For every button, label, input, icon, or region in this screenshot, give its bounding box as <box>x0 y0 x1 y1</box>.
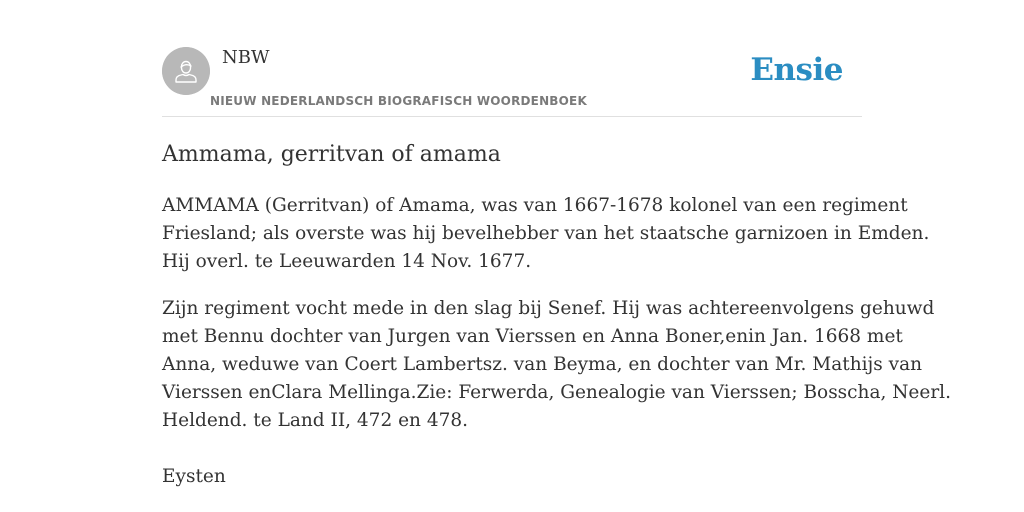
paragraph-line: Vierssen enClara Mellinga.Zie: Ferwerda, Genealogie van Vierssen; Bosscha, Neerl. <box>162 382 951 403</box>
paragraph-line: Hij overl. te Leeuwarden 14 Nov. 1677. <box>162 251 532 272</box>
brand-logo[interactable]: Ensie <box>750 52 843 88</box>
article-paragraph-1 <box>162 192 930 276</box>
article-author: Eysten <box>162 466 226 487</box>
paragraph-line: met Bennu dochter van Jurgen van Vierssen en Anna Boner,enin Jan. 1668 met <box>162 326 903 347</box>
user-avatar-icon[interactable] <box>162 47 210 95</box>
person-outline-icon <box>162 47 210 95</box>
source-full-name[interactable]: NIEUW NEDERLANDSCH BIOGRAFISCH WOORDENBOEK <box>210 94 587 108</box>
source-header <box>162 46 862 117</box>
source-name[interactable]: NBW <box>222 47 270 68</box>
article-paragraph-2 <box>162 295 951 435</box>
paragraph-line: Heldend. te Land II, 472 en 478. <box>162 410 469 431</box>
paragraph-line: AMMAMA (Gerritvan) of Amama, was van 1667-1678 kolonel van een regiment <box>162 195 908 216</box>
paragraph-line: Zijn regiment vocht mede in den slag bij Senef. Hij was achtereenvolgens gehuwd <box>162 298 935 319</box>
paragraph-line: Anna, weduwe van Coert Lambertsz. van Beyma, en dochter van Mr. Mathijs van <box>162 354 923 375</box>
article-title: Ammama, gerritvan of amama <box>162 142 501 167</box>
paragraph-line: Friesland; als overste was hij bevelhebber van het staatsche garnizoen in Emden. <box>162 223 930 244</box>
